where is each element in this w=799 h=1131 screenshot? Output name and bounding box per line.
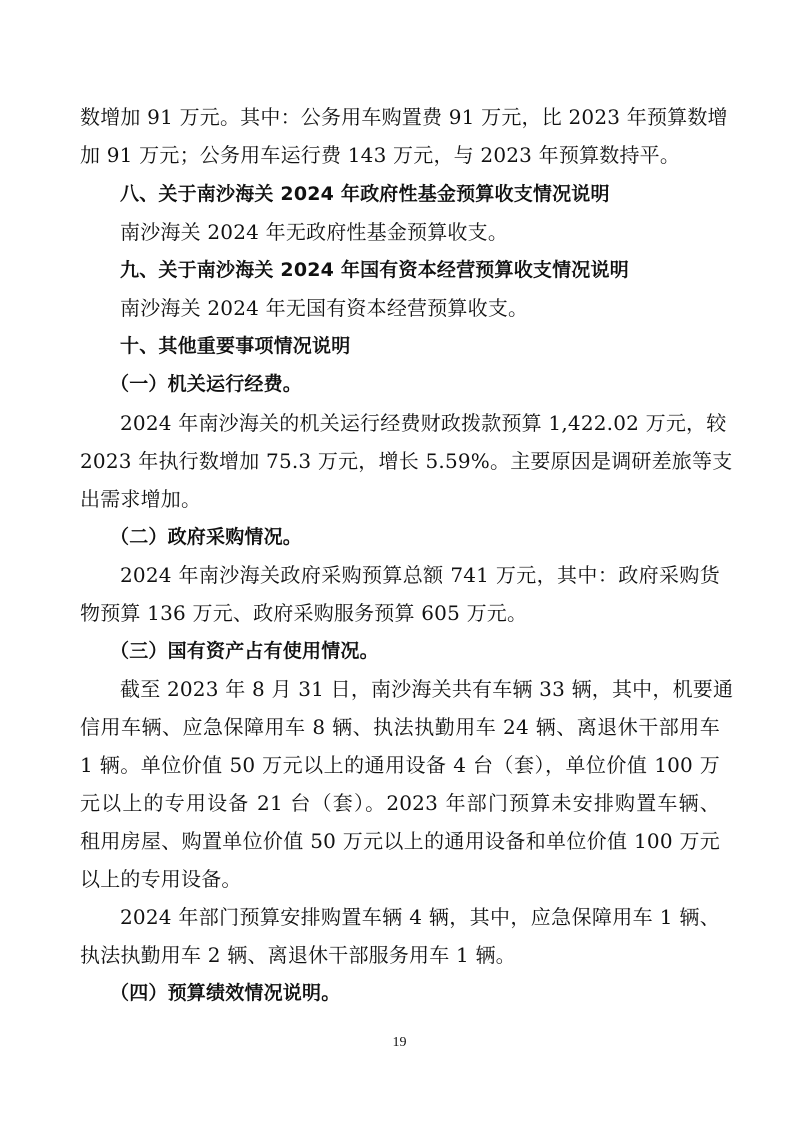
body-text-line: 租用房屋、购置单位价值 50 万元以上的通用设备和单位价值 100 万元 <box>80 829 720 853</box>
body-text-line: 1 辆。单位价值 50 万元以上的通用设备 4 台（套），单位价值 100 万 <box>80 753 720 777</box>
section-heading-8: 八、关于南沙海关 2024 年政府性基金预算收支情况说明 <box>120 183 610 205</box>
body-text-line: 南沙海关 2024 年无国有资本经营预算收支。 <box>120 296 529 320</box>
body-text-line: 执法执勤用车 2 辆、离退休干部服务用车 1 辆。 <box>80 943 516 967</box>
body-text-line: 加 91 万元；公务用车运行费 143 万元，与 2023 年预算数持平。 <box>80 143 681 167</box>
body-text-line: 南沙海关 2024 年无政府性基金预算收支。 <box>120 220 509 244</box>
body-text-line: 出需求增加。 <box>80 487 202 511</box>
body-text-line: 2023 年执行数增加 75.3 万元，增长 5.59%。主要原因是调研差旅等支 <box>80 449 733 473</box>
body-text-line: 物预算 136 万元、政府采购服务预算 605 万元。 <box>80 601 528 625</box>
body-text-line: 数增加 91 万元。其中：公务用车购置费 91 万元，比 2023 年预算数增 <box>80 105 728 129</box>
section-heading-9: 九、关于南沙海关 2024 年国有资本经营预算收支情况说明 <box>120 259 629 281</box>
body-text-line: 以上的专用设备。 <box>80 867 242 891</box>
body-text-line: 2024 年南沙海关的机关运行经费财政拨款预算 1,422.02 万元，较 <box>120 411 727 435</box>
subsection-heading-1: （一）机关运行经费。 <box>110 373 303 395</box>
body-text-line: 2024 年南沙海关政府采购预算总额 741 万元，其中：政府采购货 <box>120 563 720 587</box>
body-text-line: 截至 2023 年 8 月 31 日，南沙海关共有车辆 33 辆，其中，机要通 <box>120 677 734 701</box>
body-text-line: 2024 年部门预算安排购置车辆 4 辆，其中，应急保障用车 1 辆、 <box>120 905 720 929</box>
body-text-line: 信用车辆、应急保障用车 8 辆、执法执勤用车 24 辆、离退休干部用车 <box>80 715 720 739</box>
body-text-line: 元以上的专用设备 21 台（套）。2023 年部门预算未安排购置车辆、 <box>80 791 720 815</box>
subsection-heading-4: （四）预算绩效情况说明。 <box>110 982 341 1004</box>
subsection-heading-3: （三）国有资产占有使用情况。 <box>110 640 379 662</box>
section-heading-10: 十、其他重要事项情况说明 <box>120 335 351 357</box>
page-number: 19 <box>392 1035 407 1050</box>
subsection-heading-2: （二）政府采购情况。 <box>110 526 303 548</box>
